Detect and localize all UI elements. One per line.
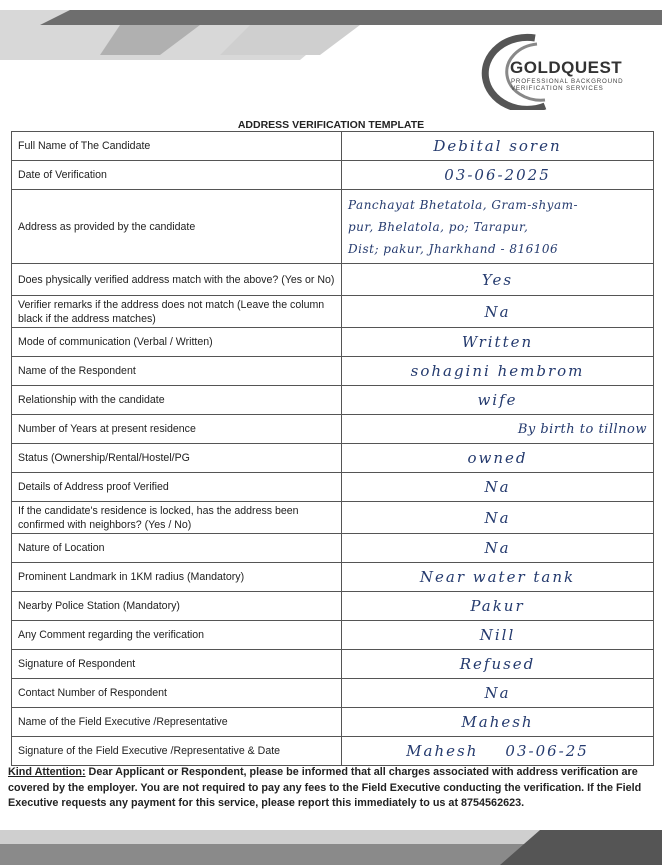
- table-row: [12, 357, 654, 386]
- row-value: wife: [342, 386, 654, 415]
- row-value: Na: [342, 679, 654, 708]
- row-value: Mahesh: [342, 708, 654, 737]
- row-label: If the candidate's residence is locked, has the address been confirmed with neighbors? (Yes / No): [12, 502, 342, 534]
- kind-attention-notice: [8, 765, 656, 812]
- table-row: [12, 444, 654, 473]
- row-label: Signature of the Field Executive /Representative & Date: [12, 737, 342, 766]
- table-row: [12, 679, 654, 708]
- table-row: [12, 415, 654, 444]
- row-value: Nill: [342, 621, 654, 650]
- kind-attention-text: Dear Applicant or Respondent, please be informed that all charges associated with address verification are covered by the employer. You are not required to pay any fees to the Field Executive conducting the verification. If the Field Executive requests any payment for this service, please report this immediately to us at 8754562623.: [8, 766, 642, 810]
- row-value: Na: [342, 296, 654, 328]
- logo-subtitle: [511, 78, 623, 92]
- row-label: Details of Address proof Verified: [12, 473, 342, 502]
- table-row: [12, 161, 654, 190]
- table-row: [12, 386, 654, 415]
- address-line-2: pur, Bhelatola, po; Tarapur,: [348, 219, 529, 234]
- row-value: Pakur: [342, 592, 654, 621]
- table-row: [12, 708, 654, 737]
- table-row: [12, 132, 654, 161]
- row-value: Na: [342, 502, 654, 534]
- document-title-text: ADDRESS VERIFICATION TEMPLATE: [237, 119, 425, 131]
- row-value: owned: [342, 444, 654, 473]
- row-label: Status (Ownership/Rental/Hostel/PG: [12, 444, 342, 473]
- row-value: Written: [342, 328, 654, 357]
- table-row: [12, 737, 654, 766]
- row-value: Yes: [342, 264, 654, 296]
- row-value: Na: [342, 534, 654, 563]
- document-title: [0, 119, 662, 131]
- footer-band: [0, 824, 662, 865]
- address-line-1: Panchayat Bhetatola, Gram-shyam-: [348, 197, 579, 212]
- row-value: Na: [342, 473, 654, 502]
- table-row: [12, 563, 654, 592]
- table-row: [12, 190, 654, 264]
- row-label: Mode of communication (Verbal / Written): [12, 328, 342, 357]
- row-label: Full Name of The Candidate: [12, 132, 342, 161]
- row-value: By birth to tillnow: [342, 415, 654, 444]
- row-label: Name of the Respondent: [12, 357, 342, 386]
- table-row: [12, 328, 654, 357]
- row-value: sohagini hembrom: [342, 357, 654, 386]
- row-value: Mahesh 03-06-25: [342, 737, 654, 766]
- row-label: Nearby Police Station (Mandatory): [12, 592, 342, 621]
- table-row: [12, 473, 654, 502]
- row-label: Any Comment regarding the verification: [12, 621, 342, 650]
- address-value: [342, 190, 654, 264]
- row-value: 03-06-2025: [342, 161, 654, 190]
- row-label: Contact Number of Respondent: [12, 679, 342, 708]
- table-row: [12, 650, 654, 679]
- table-row: [12, 621, 654, 650]
- table-row: [12, 296, 654, 328]
- row-label: Name of the Field Executive /Representative: [12, 708, 342, 737]
- row-label: Does physically verified address match with the above? (Yes or No): [12, 264, 342, 296]
- row-label: Date of Verification: [12, 161, 342, 190]
- table-row: [12, 592, 654, 621]
- row-label: Address as provided by the candidate: [12, 190, 342, 264]
- table-row: [12, 534, 654, 563]
- row-label: Prominent Landmark in 1KM radius (Mandatory): [12, 563, 342, 592]
- row-label: Signature of Respondent: [12, 650, 342, 679]
- logo-subtitle-line1: PROFESSIONAL BACKGROUND: [511, 78, 624, 85]
- row-label: Verifier remarks if the address does not match (Leave the column black if the address matches): [12, 296, 342, 328]
- row-value: Near water tank: [342, 563, 654, 592]
- row-value: Refused: [342, 650, 654, 679]
- row-label: Nature of Location: [12, 534, 342, 563]
- row-label: Relationship with the candidate: [12, 386, 342, 415]
- logo-subtitle-line2: VERIFICATION SERVICES: [511, 85, 604, 92]
- address-line-3: Dist; pakur, Jharkhand - 816106: [348, 241, 559, 256]
- row-label: Number of Years at present residence: [12, 415, 342, 444]
- kind-attention-label: Kind Attention:: [8, 766, 86, 778]
- table-row: [12, 264, 654, 296]
- goldquest-logo: [475, 30, 655, 110]
- logo-text: GOLDQUEST: [510, 58, 623, 77]
- address-verification-table: [11, 131, 654, 766]
- row-value: Debital soren: [342, 132, 654, 161]
- table-row: [12, 502, 654, 534]
